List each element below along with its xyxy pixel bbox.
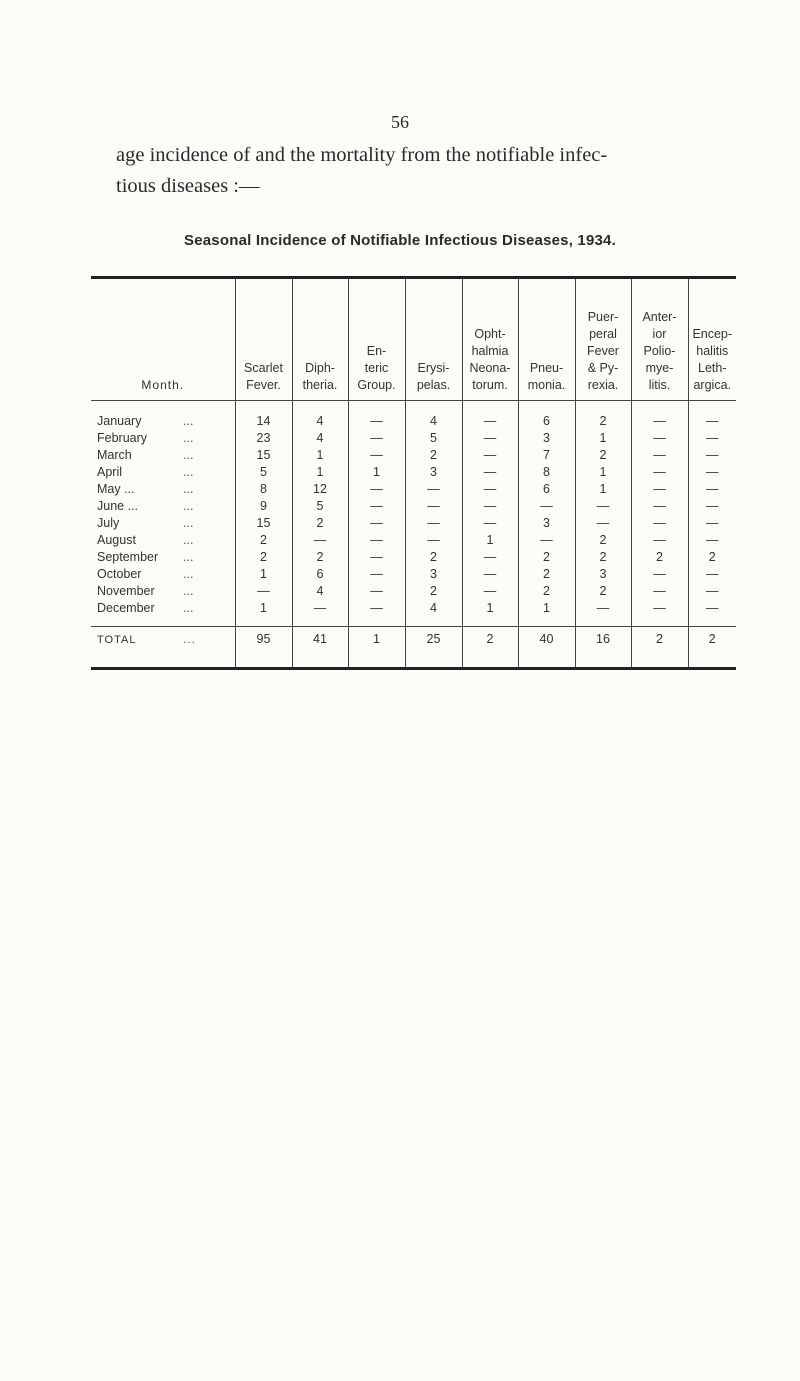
month-label: January bbox=[97, 414, 142, 428]
total-value-cell: 1 bbox=[348, 627, 405, 668]
value-cell: — bbox=[348, 430, 405, 447]
column-header: Opht- halmia Neona- torum. bbox=[462, 279, 518, 401]
leader-dots: ... bbox=[183, 533, 194, 547]
total-value-cell: 95 bbox=[235, 627, 292, 668]
table-row bbox=[91, 464, 736, 481]
month-label: July bbox=[97, 516, 120, 530]
value-cell: — bbox=[631, 566, 688, 583]
table-row bbox=[91, 481, 736, 498]
total-value-cell: 25 bbox=[405, 627, 462, 668]
value-cell: — bbox=[631, 401, 688, 431]
column-header: Scarlet Fever. bbox=[235, 279, 292, 401]
total-value-cell: 41 bbox=[292, 627, 348, 668]
month-cell bbox=[91, 401, 235, 431]
month-cell bbox=[91, 549, 235, 566]
column-header: Anter- ior Polio- mye- litis. bbox=[631, 279, 688, 401]
spacer-cell bbox=[405, 617, 462, 627]
value-cell: 1 bbox=[518, 600, 575, 617]
value-cell: — bbox=[462, 430, 518, 447]
value-cell: 2 bbox=[631, 549, 688, 566]
total-row bbox=[91, 627, 736, 668]
table-row bbox=[91, 401, 736, 431]
value-cell: 1 bbox=[462, 600, 518, 617]
leader-dots: ... bbox=[183, 550, 194, 564]
column-header: Pneu- monia. bbox=[518, 279, 575, 401]
value-cell: — bbox=[688, 447, 736, 464]
spacer-row bbox=[91, 617, 736, 627]
value-cell: — bbox=[292, 600, 348, 617]
total-label-cell bbox=[91, 627, 235, 668]
column-header: Diph- theria. bbox=[292, 279, 348, 401]
incidence-table bbox=[91, 279, 736, 667]
value-cell: — bbox=[631, 498, 688, 515]
month-label: April bbox=[97, 465, 123, 479]
spacer-cell bbox=[575, 617, 631, 627]
value-cell: — bbox=[348, 515, 405, 532]
value-cell: — bbox=[462, 401, 518, 431]
value-cell: 1 bbox=[575, 464, 631, 481]
month-label: March bbox=[97, 448, 132, 462]
value-cell: 4 bbox=[292, 430, 348, 447]
leader-dots: ... bbox=[183, 431, 194, 445]
value-cell: 1 bbox=[292, 447, 348, 464]
spacer-cell bbox=[688, 617, 736, 627]
value-cell: 5 bbox=[292, 498, 348, 515]
value-cell: — bbox=[688, 430, 736, 447]
value-cell: — bbox=[688, 566, 736, 583]
value-cell: 2 bbox=[405, 447, 462, 464]
value-cell: 3 bbox=[518, 515, 575, 532]
spacer-cell bbox=[518, 617, 575, 627]
table-row bbox=[91, 600, 736, 617]
total-value-cell: 2 bbox=[462, 627, 518, 668]
value-cell: 5 bbox=[405, 430, 462, 447]
value-cell: 1 bbox=[348, 464, 405, 481]
value-cell: — bbox=[688, 583, 736, 600]
value-cell: — bbox=[462, 515, 518, 532]
table-row bbox=[91, 549, 736, 566]
spacer-cell bbox=[348, 617, 405, 627]
value-cell: — bbox=[631, 481, 688, 498]
value-cell: 2 bbox=[235, 549, 292, 566]
column-header: En- teric Group. bbox=[348, 279, 405, 401]
value-cell: — bbox=[348, 549, 405, 566]
month-cell bbox=[91, 566, 235, 583]
leader-dots: ... bbox=[183, 499, 194, 513]
value-cell: 2 bbox=[235, 532, 292, 549]
value-cell: — bbox=[462, 481, 518, 498]
value-cell: — bbox=[575, 600, 631, 617]
value-cell: 1 bbox=[575, 430, 631, 447]
value-cell: 3 bbox=[405, 464, 462, 481]
month-cell bbox=[91, 532, 235, 549]
value-cell: — bbox=[631, 583, 688, 600]
leader-dots: ... bbox=[183, 567, 194, 581]
value-cell: 14 bbox=[235, 401, 292, 431]
table-row bbox=[91, 515, 736, 532]
column-header: Encep- halitis Leth- argica. bbox=[688, 279, 736, 401]
value-cell: — bbox=[518, 532, 575, 549]
table-row bbox=[91, 532, 736, 549]
value-cell: — bbox=[688, 532, 736, 549]
value-cell: 6 bbox=[518, 401, 575, 431]
value-cell: 15 bbox=[235, 515, 292, 532]
month-cell bbox=[91, 498, 235, 515]
value-cell: — bbox=[688, 401, 736, 431]
value-cell: — bbox=[348, 600, 405, 617]
leader-dots: ... bbox=[183, 601, 194, 615]
header-row bbox=[91, 279, 736, 401]
leader-dots: ... bbox=[183, 448, 194, 462]
value-cell: 1 bbox=[292, 464, 348, 481]
value-cell: 12 bbox=[292, 481, 348, 498]
leader-dots: ... bbox=[183, 465, 194, 479]
value-cell: 1 bbox=[235, 566, 292, 583]
value-cell: 9 bbox=[235, 498, 292, 515]
value-cell: — bbox=[405, 515, 462, 532]
value-cell: 2 bbox=[518, 583, 575, 600]
intro-text bbox=[116, 140, 756, 202]
month-cell bbox=[91, 430, 235, 447]
value-cell: 2 bbox=[518, 549, 575, 566]
value-cell: — bbox=[575, 515, 631, 532]
value-cell: 1 bbox=[235, 600, 292, 617]
value-cell: 2 bbox=[292, 515, 348, 532]
total-label: TOTAL bbox=[97, 634, 137, 646]
value-cell: 3 bbox=[575, 566, 631, 583]
month-cell bbox=[91, 447, 235, 464]
value-cell: 2 bbox=[575, 532, 631, 549]
table-row bbox=[91, 566, 736, 583]
value-cell: 2 bbox=[292, 549, 348, 566]
incidence-table-frame bbox=[91, 276, 736, 670]
column-header: Puer- peral Fever & Py- rexia. bbox=[575, 279, 631, 401]
table-row bbox=[91, 498, 736, 515]
month-label: September bbox=[97, 550, 159, 564]
value-cell: 8 bbox=[518, 464, 575, 481]
value-cell: — bbox=[631, 600, 688, 617]
table-row bbox=[91, 430, 736, 447]
value-cell: — bbox=[348, 498, 405, 515]
value-cell: 2 bbox=[575, 447, 631, 464]
value-cell: — bbox=[348, 566, 405, 583]
total-value-cell: 16 bbox=[575, 627, 631, 668]
month-cell bbox=[91, 481, 235, 498]
value-cell: — bbox=[405, 498, 462, 515]
value-cell: — bbox=[688, 515, 736, 532]
value-cell: 2 bbox=[575, 583, 631, 600]
month-label: May ... bbox=[97, 482, 135, 496]
value-cell: 3 bbox=[518, 430, 575, 447]
value-cell: 5 bbox=[235, 464, 292, 481]
value-cell: 8 bbox=[235, 481, 292, 498]
spacer-cell bbox=[462, 617, 518, 627]
value-cell: — bbox=[631, 532, 688, 549]
month-cell bbox=[91, 515, 235, 532]
value-cell: 2 bbox=[405, 549, 462, 566]
value-cell: — bbox=[348, 481, 405, 498]
leader-dots: ... bbox=[183, 632, 197, 646]
month-label: October bbox=[97, 567, 142, 581]
value-cell: 23 bbox=[235, 430, 292, 447]
total-value-cell: 2 bbox=[631, 627, 688, 668]
month-cell bbox=[91, 464, 235, 481]
value-cell: 4 bbox=[405, 600, 462, 617]
column-header: Erysi- pelas. bbox=[405, 279, 462, 401]
value-cell: — bbox=[462, 566, 518, 583]
month-label: February bbox=[97, 431, 148, 445]
value-cell: 2 bbox=[688, 549, 736, 566]
value-cell: 2 bbox=[575, 401, 631, 431]
spacer-cell bbox=[235, 617, 292, 627]
month-label: August bbox=[97, 533, 136, 547]
total-value-cell: 40 bbox=[518, 627, 575, 668]
value-cell: — bbox=[462, 498, 518, 515]
page-number: 56 bbox=[391, 112, 409, 132]
value-cell: — bbox=[348, 401, 405, 431]
spacer-cell bbox=[631, 617, 688, 627]
value-cell: — bbox=[688, 498, 736, 515]
month-label: November bbox=[97, 584, 155, 598]
value-cell: 1 bbox=[575, 481, 631, 498]
table-row bbox=[91, 583, 736, 600]
value-cell: — bbox=[235, 583, 292, 600]
value-cell: 3 bbox=[405, 566, 462, 583]
value-cell: 2 bbox=[575, 549, 631, 566]
value-cell: — bbox=[348, 447, 405, 464]
leader-dots: ... bbox=[183, 584, 194, 598]
total-value-cell: 2 bbox=[688, 627, 736, 668]
spacer-cell bbox=[91, 617, 235, 627]
value-cell: 4 bbox=[292, 583, 348, 600]
value-cell: — bbox=[348, 532, 405, 549]
value-cell: 7 bbox=[518, 447, 575, 464]
month-cell bbox=[91, 600, 235, 617]
value-cell: — bbox=[631, 447, 688, 464]
value-cell: — bbox=[405, 532, 462, 549]
value-cell: — bbox=[631, 430, 688, 447]
value-cell: — bbox=[575, 498, 631, 515]
value-cell: 2 bbox=[518, 566, 575, 583]
value-cell: — bbox=[688, 464, 736, 481]
table-body bbox=[91, 401, 736, 668]
spacer-cell bbox=[292, 617, 348, 627]
value-cell: — bbox=[462, 583, 518, 600]
month-cell bbox=[91, 583, 235, 600]
value-cell: — bbox=[631, 515, 688, 532]
value-cell: 6 bbox=[292, 566, 348, 583]
value-cell: 6 bbox=[518, 481, 575, 498]
value-cell: — bbox=[462, 447, 518, 464]
table-title: Seasonal Incidence of Notifiable Infectious Diseases, 1934. bbox=[184, 232, 616, 249]
value-cell: — bbox=[292, 532, 348, 549]
value-cell: 2 bbox=[405, 583, 462, 600]
value-cell: — bbox=[518, 498, 575, 515]
leader-dots: ... bbox=[183, 414, 194, 428]
value-cell: — bbox=[405, 481, 462, 498]
value-cell: — bbox=[631, 464, 688, 481]
value-cell: — bbox=[688, 600, 736, 617]
value-cell: 1 bbox=[462, 532, 518, 549]
value-cell: — bbox=[462, 464, 518, 481]
column-header-month: Month. bbox=[141, 378, 185, 392]
value-cell: — bbox=[348, 583, 405, 600]
value-cell: 4 bbox=[405, 401, 462, 431]
leader-dots: ... bbox=[183, 482, 194, 496]
value-cell: 4 bbox=[292, 401, 348, 431]
value-cell: — bbox=[688, 481, 736, 498]
month-label: December bbox=[97, 601, 155, 615]
value-cell: — bbox=[462, 549, 518, 566]
month-label: June ... bbox=[97, 499, 138, 513]
leader-dots: ... bbox=[183, 516, 194, 530]
table-row bbox=[91, 447, 736, 464]
value-cell: 15 bbox=[235, 447, 292, 464]
intro-paragraph: age incidence of and the mortality from the notifiable infec- tious diseases :— bbox=[116, 144, 608, 197]
